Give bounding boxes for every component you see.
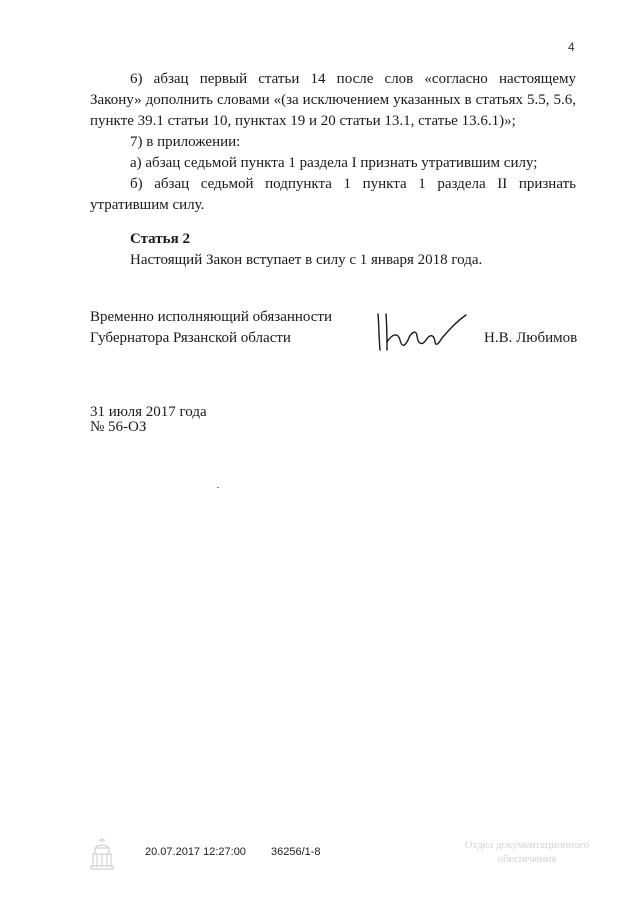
signatory-position-line-1: Временно исполняющий обязанности — [90, 309, 333, 325]
paragraph-7b-line-2: утратившим силу. — [90, 197, 205, 213]
paragraph-6-line-3: пункте 39.1 статьи 10, пунктах 19 и 20 статьи 13.1, статье 13.6.1)»; — [90, 113, 516, 129]
article-heading: Статья 2 — [130, 231, 190, 247]
department-stamp — [446, 838, 608, 866]
stamp-line-1: Отдел документационного — [464, 839, 590, 851]
law-number: № 56-ОЗ — [90, 419, 147, 435]
footer-timestamp: 20.07.2017 12:27:00 — [145, 846, 246, 858]
paragraph-7b-line-1: б) абзац седьмой подпункта 1 пункта 1 раздела II признать — [130, 176, 576, 192]
paragraph-6-line-1: 6) абзац первый статьи 14 после слов «согласно настоящему — [130, 71, 576, 87]
paragraph-7: 7) в приложении: — [130, 134, 241, 150]
stamp-line-2: обеспечения — [497, 853, 557, 865]
signatory-position-line-2: Губернатора Рязанской области — [90, 330, 291, 346]
handwritten-signature — [372, 310, 472, 354]
footer-document-id: 36256/1-8 — [271, 846, 321, 858]
article-text: Настоящий Закон вступает в силу с 1 января 2018 года. — [130, 252, 483, 268]
law-date: 31 июля 2017 года — [90, 404, 207, 420]
watermark-emblem-icon — [90, 836, 114, 872]
signatory-name: Н.В. Любимов — [484, 330, 578, 346]
page-number: 4 — [568, 40, 575, 54]
paragraph-7a: а) абзац седьмой пункта 1 раздела I признать утратившим силу; — [130, 155, 538, 171]
scan-speck — [217, 487, 219, 488]
paragraph-6-line-2: Закону» дополнить словами «(за исключением указанных в статьях 5.5, 5.6, — [90, 92, 576, 108]
